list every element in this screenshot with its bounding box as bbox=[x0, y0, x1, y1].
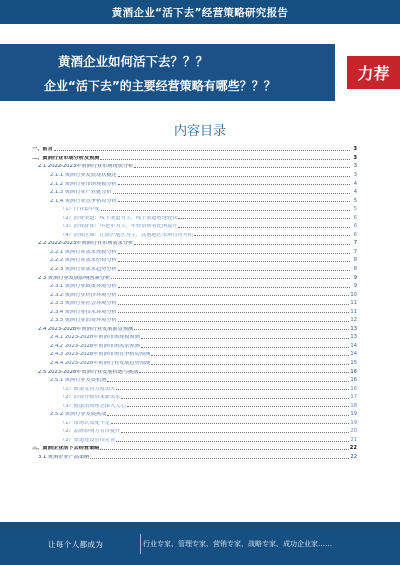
toc-entry-page: 5 bbox=[353, 197, 357, 204]
toc-leader-dots bbox=[116, 441, 349, 442]
header-banner bbox=[0, 0, 400, 24]
toc-leader-dots bbox=[118, 270, 350, 271]
toc-entry[interactable] bbox=[32, 392, 357, 401]
toc-entry-page: 16 bbox=[350, 368, 357, 375]
toc-entry-page: 16 bbox=[350, 377, 357, 384]
toc-entry[interactable] bbox=[32, 332, 357, 341]
toc-entry[interactable] bbox=[32, 323, 357, 332]
report-subtitle: 企业“活下去”的主要经营策略有哪些？？？ bbox=[44, 79, 276, 93]
toc-leader-dots bbox=[118, 312, 350, 313]
toc-leader-dots bbox=[111, 423, 349, 424]
toc-entry-title: （2）品牌影响力有待提升 bbox=[60, 429, 121, 435]
toc-entry-page: 8 bbox=[353, 266, 357, 272]
toc-entry-title: （2）消费升级带来新需求 bbox=[60, 395, 121, 401]
toc-entry[interactable] bbox=[32, 178, 357, 187]
toc-entry-page: 5 bbox=[353, 206, 357, 213]
toc-leader-dots bbox=[134, 329, 349, 330]
toc-leader-dots bbox=[118, 321, 350, 322]
toc-leader-dots bbox=[118, 184, 350, 185]
toc-leader-dots bbox=[194, 235, 350, 236]
footer-tagline: 行业专家、管理专家、营销专家、战略专家、成功企业家…… bbox=[143, 540, 332, 548]
toc-entry[interactable] bbox=[32, 153, 357, 162]
toc-entry[interactable] bbox=[32, 161, 357, 170]
toc-entry-page: 3 bbox=[353, 154, 357, 161]
toc-leader-dots bbox=[118, 287, 350, 288]
toc-entry[interactable] bbox=[32, 306, 357, 315]
toc-leader-dots bbox=[107, 415, 349, 416]
table-of-contents bbox=[32, 144, 357, 460]
toc-leader-dots bbox=[118, 201, 350, 202]
toc-entry-page: 3 bbox=[353, 163, 357, 170]
toc-entry-title: 2.4.4 2023-2028年黄酒行业发展趋势预测 bbox=[50, 361, 151, 367]
toc-entry-page: 16 bbox=[350, 385, 357, 392]
toc-entry[interactable] bbox=[32, 195, 357, 204]
toc-entry-title: 2.3.1 黄酒行业政策环境分析 bbox=[50, 284, 117, 290]
toc-entry-page: 12 bbox=[350, 317, 357, 324]
toc-entry[interactable] bbox=[32, 426, 357, 435]
toc-leader-dots bbox=[101, 210, 350, 211]
brand-badge bbox=[347, 56, 400, 89]
toc-entry[interactable] bbox=[32, 358, 357, 367]
toc-entry[interactable] bbox=[32, 375, 357, 384]
toc-entry[interactable] bbox=[32, 247, 357, 256]
footer-divider bbox=[140, 534, 141, 554]
toc-entry-page: 10 bbox=[350, 291, 357, 298]
toc-entry[interactable] bbox=[32, 315, 357, 324]
toc-entry-title: （1）市场认知度不足 bbox=[60, 420, 110, 426]
toc-entry-title: 2.2 2022-2023年黄酒行业市场需求分析 bbox=[38, 241, 134, 247]
toc-leader-dots bbox=[121, 432, 349, 433]
toc-entry-title: 2.2.3 黄酒行业需求趋势分析 bbox=[50, 267, 117, 272]
toc-entry-title: 2.1.2 黄酒行业市场规模分析 bbox=[50, 181, 117, 187]
toc-entry-page: 8 bbox=[353, 257, 357, 264]
toc-leader-dots bbox=[54, 150, 350, 151]
toc-entry-page: 6 bbox=[353, 214, 357, 221]
toc-entry[interactable] bbox=[32, 204, 357, 213]
toc-leader-dots bbox=[134, 167, 350, 168]
toc-entry[interactable] bbox=[32, 341, 357, 350]
toc-leader-dots bbox=[100, 449, 348, 450]
toc-leader-dots bbox=[118, 253, 350, 254]
toc-leader-dots bbox=[90, 458, 349, 459]
toc-leader-dots bbox=[141, 347, 350, 348]
toc-entry[interactable] bbox=[32, 383, 357, 392]
toc-entry[interactable] bbox=[32, 144, 357, 153]
toc-entry-page: 13 bbox=[350, 325, 357, 332]
toc-leader-dots bbox=[111, 278, 350, 279]
report-title: 黄酒企业如何活下去？？？ bbox=[58, 54, 209, 69]
toc-entry-title: 2.3.5 黄酒行业消费环境分析 bbox=[50, 318, 117, 324]
toc-entry-title: 2.3.3 黄酒行业社会环境分析 bbox=[50, 301, 117, 307]
toc-leader-dots bbox=[118, 295, 350, 296]
toc-entry-page: 3 bbox=[353, 146, 357, 153]
toc-leader-dots bbox=[178, 227, 350, 228]
toc-entry[interactable] bbox=[32, 418, 357, 427]
toc-entry[interactable] bbox=[32, 187, 357, 196]
toc-entry-title: 2.5.1 黄酒行业发展机遇 bbox=[50, 378, 107, 384]
toc-entry-title: （3）消费群体：中老年为主，年轻消费者比例提升 bbox=[60, 224, 178, 230]
toc-entry-page: 9 bbox=[353, 274, 357, 281]
toc-entry-page: 22 bbox=[349, 445, 357, 452]
toc-leader-dots bbox=[100, 159, 350, 160]
footer-slogan: 让每个人都成为 bbox=[48, 540, 104, 549]
toc-entry[interactable] bbox=[32, 229, 357, 238]
toc-entry[interactable] bbox=[32, 170, 357, 179]
toc-entry-page: 14 bbox=[350, 351, 357, 358]
toc-leader-dots bbox=[118, 304, 350, 305]
toc-entry-page: 13 bbox=[350, 334, 357, 341]
toc-entry-title: 2.4.1 2023-2028年黄酒市场规模预测 bbox=[50, 335, 140, 341]
toc-leader-dots bbox=[141, 338, 350, 339]
toc-entry-page: 3 bbox=[353, 171, 357, 178]
brand-badge-text: 力荐 bbox=[357, 64, 390, 83]
toc-entry-title: 2.2.1 黄酒行业需求规模分析 bbox=[50, 249, 117, 255]
toc-entry-page: 11 bbox=[350, 308, 357, 315]
toc-entry-title: 一、前言 bbox=[32, 147, 53, 153]
toc-entry-title: 2.1.3 黄酒行业产业链分析 bbox=[50, 190, 112, 196]
toc-entry-title: 2.3.2 黄酒行业经济环境分析 bbox=[50, 292, 117, 298]
toc-entry[interactable] bbox=[32, 272, 357, 281]
toc-entry[interactable] bbox=[32, 435, 357, 444]
toc-entry-title: （4）消费区域：江浙沪地区为主，其他地区市场有待开拓 bbox=[60, 232, 193, 238]
toc-entry[interactable] bbox=[32, 212, 357, 221]
toc-entry-page: 7 bbox=[353, 240, 357, 247]
toc-entry[interactable] bbox=[32, 264, 357, 273]
toc-entry-title: 2.4 2023-2028年黄酒行业发展前景预测 bbox=[38, 326, 134, 332]
toc-leader-dots bbox=[151, 364, 349, 365]
toc-entry-title: 2.1 2022-2023年黄酒行业市场现状分析 bbox=[38, 164, 134, 170]
toc-entry-page: 11 bbox=[350, 300, 357, 307]
toc-leader-dots bbox=[107, 381, 349, 382]
toc-entry-page: 9 bbox=[353, 283, 357, 290]
toc-leader-dots bbox=[118, 176, 350, 177]
toc-entry[interactable] bbox=[32, 238, 357, 247]
header-banner-text: 黄酒企业“活下去”经营策略研究报告 bbox=[111, 6, 289, 19]
toc-entry-title: 2.4.3 2023-2028年黄酒市场竞争格局预测 bbox=[50, 352, 151, 358]
toc-leader-dots bbox=[116, 389, 349, 390]
toc-entry-title: （1）行业集中度 bbox=[60, 207, 100, 213]
toc-leader-dots bbox=[139, 372, 349, 373]
toc-entry[interactable] bbox=[32, 349, 357, 358]
toc-entry-page: 19 bbox=[350, 411, 357, 418]
toc-leader-dots bbox=[118, 261, 350, 262]
toc-entry-title: （1）政策支持力度加大 bbox=[60, 386, 116, 392]
toc-entry-page: 19 bbox=[350, 419, 357, 426]
toc-entry-title: 三、黄酒企业活下去经营策略 bbox=[32, 446, 100, 452]
toc-entry-page: 6 bbox=[353, 231, 357, 238]
toc-entry[interactable] bbox=[32, 298, 357, 307]
toc-entry[interactable] bbox=[32, 289, 357, 298]
toc-entry-page: 4 bbox=[353, 180, 357, 187]
toc-entry-page: 17 bbox=[350, 394, 357, 401]
toc-entry-title: 二、黄酒行业市场分析及预测 bbox=[32, 155, 100, 161]
toc-entry-page: 6 bbox=[353, 223, 357, 230]
toc-entry-page: 7 bbox=[353, 248, 357, 255]
toc-entry-page: 22 bbox=[350, 454, 357, 461]
toc-entry[interactable] bbox=[32, 409, 357, 418]
toc-entry-page: 20 bbox=[350, 428, 357, 435]
toc-entry[interactable] bbox=[32, 221, 357, 230]
toc-leader-dots bbox=[151, 355, 349, 356]
toc-entry-page: 15 bbox=[350, 360, 357, 367]
toc-entry[interactable] bbox=[32, 255, 357, 264]
toc-heading: 内容目录 bbox=[173, 124, 226, 139]
toc-entry-page: 14 bbox=[350, 342, 357, 349]
toc-entry-title: 2.1.4 黄酒行业竞争格局分析 bbox=[50, 198, 117, 204]
toc-entry[interactable] bbox=[32, 281, 357, 290]
toc-entry[interactable] bbox=[32, 443, 357, 452]
toc-entry-title: 2.5 2023-2028年黄酒行业发展机遇与挑战 bbox=[38, 369, 139, 375]
toc-entry-title: 2.4.2 2023-2028年黄酒市场需求预测 bbox=[50, 343, 140, 349]
toc-leader-dots bbox=[178, 218, 350, 219]
toc-entry-title: （3）健康消费理念深入人心 bbox=[60, 403, 126, 409]
toc-entry-title: 2.3 黄酒行业发展影响因素分析 bbox=[38, 275, 111, 281]
toc-entry-title: （3）渠道建设有待完善 bbox=[60, 437, 116, 443]
toc-entry-title: 2.5.2 黄酒行业发展挑战 bbox=[50, 412, 107, 418]
toc-entry-title: 3.1 黄酒企业产品策略 bbox=[38, 455, 90, 461]
toc-entry-page: 4 bbox=[353, 189, 357, 196]
toc-leader-dots bbox=[127, 406, 350, 407]
toc-entry-page: 18 bbox=[350, 402, 357, 409]
toc-leader-dots bbox=[113, 193, 350, 194]
toc-entry-title: 2.3.4 黄酒行业技术环境分析 bbox=[50, 309, 117, 315]
toc-entry-title: （2）消费渠道：线下渠道为主，线上渠道增速较快 bbox=[60, 215, 178, 221]
toc-entry[interactable] bbox=[32, 452, 357, 461]
toc-entry[interactable] bbox=[32, 366, 357, 375]
toc-leader-dots bbox=[134, 244, 350, 245]
toc-leader-dots bbox=[121, 398, 349, 399]
toc-entry[interactable] bbox=[32, 400, 357, 409]
toc-entry-title: 2.2.2 黄酒行业需求结构分析 bbox=[50, 258, 117, 264]
toc-entry-page: 21 bbox=[350, 436, 357, 443]
toc-entry-title: 2.1.1 黄酒行业发展现状概述 bbox=[50, 172, 117, 178]
